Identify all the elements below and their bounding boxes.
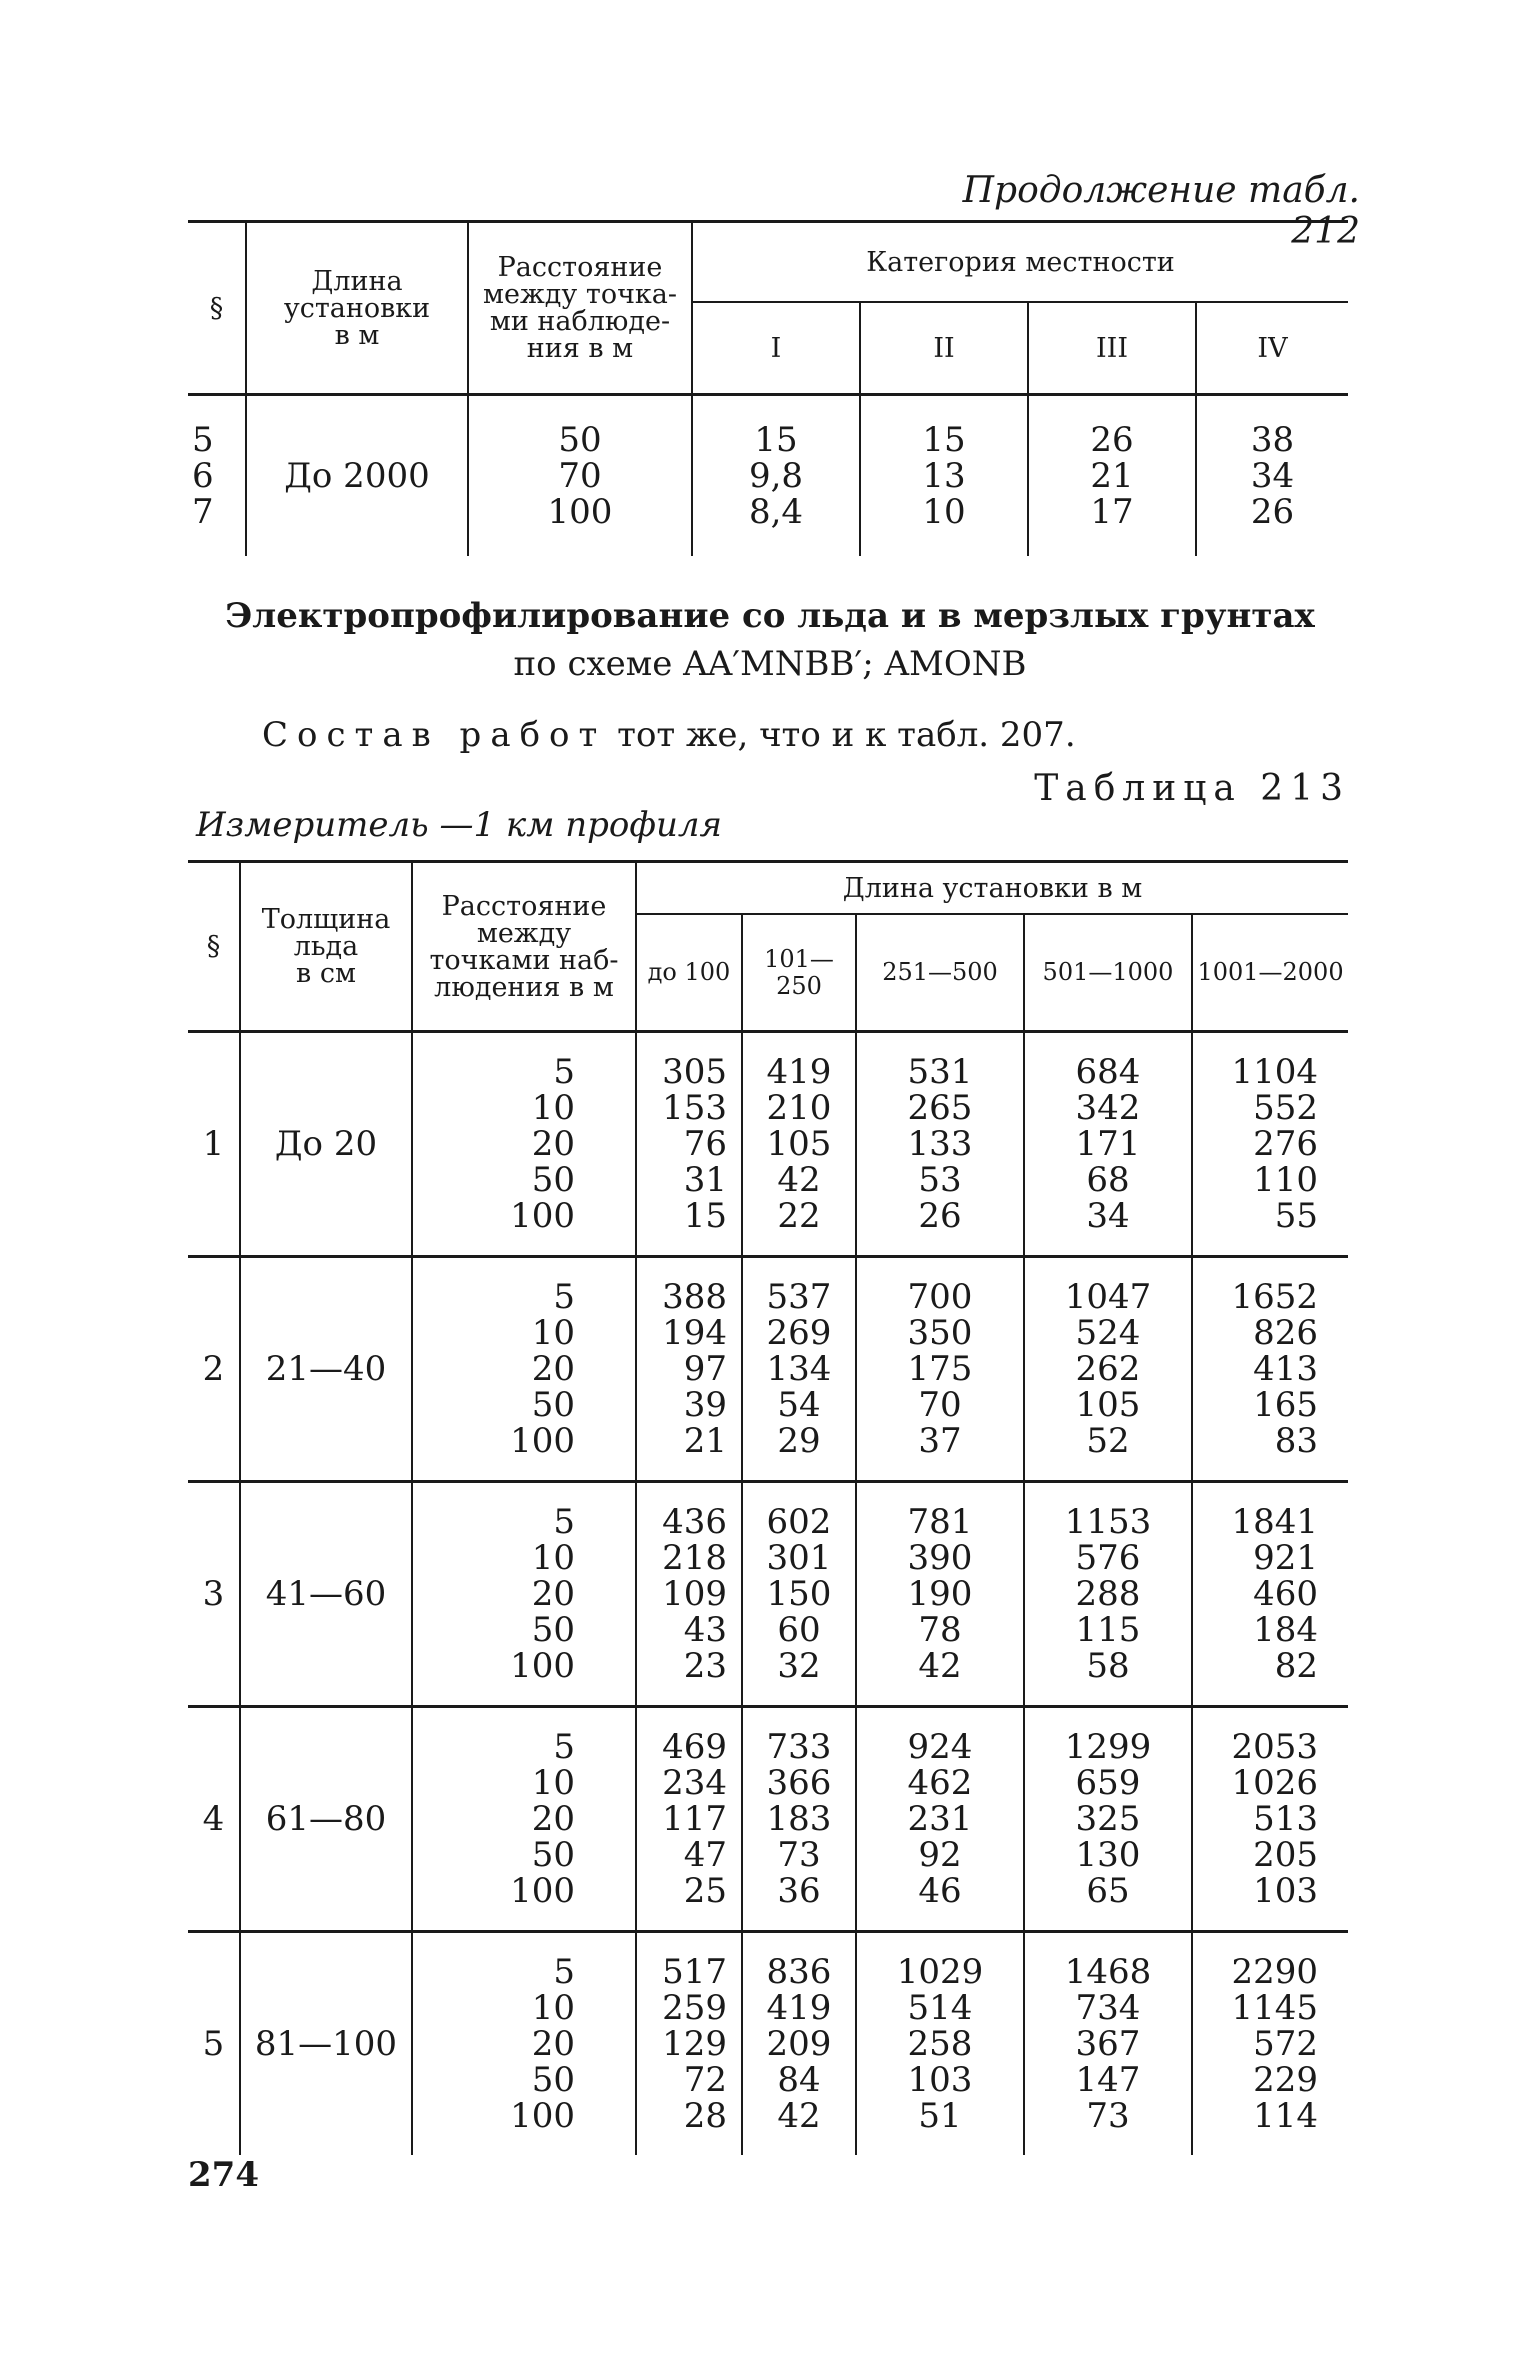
- page-number: 274: [188, 2155, 259, 2195]
- t212-header-cat-3: III: [1028, 302, 1196, 395]
- t213-thickness: 41—60: [240, 1482, 412, 1707]
- t213-values-len-5: 1652 826 413 165 83: [1192, 1257, 1348, 1482]
- t213-thickness: До 20: [240, 1032, 412, 1257]
- composition-note: [262, 715, 1076, 755]
- t212-cat2-values: 15 13 10: [860, 395, 1028, 557]
- table-row: [188, 1482, 1348, 1707]
- t212-header-distance: Расстояние между точка- ми наблюде- ния в м: [468, 222, 692, 395]
- t213-thickness: 81—100: [240, 1932, 412, 2156]
- t213-distances: 5 10 20 50 100: [412, 1707, 636, 1932]
- t213-header-len-5: 1001—2000: [1192, 914, 1348, 1032]
- t213-values-len-2: 733 366 183 73 36: [742, 1707, 856, 1932]
- t213-section: 3: [202, 1574, 225, 1614]
- t212-header-section: §: [209, 292, 224, 324]
- t213-values-len-2: 419 210 105 42 22: [742, 1032, 856, 1257]
- t213-header-length-group: Длина установки в м: [636, 862, 1348, 915]
- t213-values-len-2: 537 269 134 54 29: [742, 1257, 856, 1482]
- t213-values-len-3: 700 350 175 70 37: [856, 1257, 1024, 1482]
- t213-values-len-4: 1153 576 288 115 58: [1024, 1482, 1192, 1707]
- t213-values-len-1: 469 234 117 47 25: [636, 1707, 742, 1932]
- t213-values-len-4: 1047 524 262 105 52: [1024, 1257, 1192, 1482]
- t213-distances: 5 10 20 50 100: [412, 1932, 636, 2156]
- t213-header-len-1: до 100: [636, 914, 742, 1032]
- t213-values-len-5: 2290 1145 572 229 114: [1192, 1932, 1348, 2156]
- t213-values-len-1: 517 259 129 72 28: [636, 1932, 742, 2156]
- t213-values-len-5: 1841 921 460 184 82: [1192, 1482, 1348, 1707]
- t213-values-len-5: 2053 1026 513 205 103: [1192, 1707, 1348, 1932]
- table-row: [188, 395, 1348, 557]
- t213-header-thickness: Толщина льда в см: [240, 862, 412, 1032]
- t213-thickness: 61—80: [240, 1707, 412, 1932]
- table-212: [188, 220, 1348, 556]
- t213-values-len-4: 684 342 171 68 34: [1024, 1032, 1192, 1257]
- t212-header-category-group: Категория местности: [692, 222, 1348, 303]
- table-number: Таблица 213: [1034, 768, 1350, 809]
- t213-values-len-1: 436 218 109 43 23: [636, 1482, 742, 1707]
- t212-header-cat-2: II: [860, 302, 1028, 395]
- t213-values-len-5: 1104 552 276 110 55: [1192, 1032, 1348, 1257]
- t213-values-len-3: 924 462 231 92 46: [856, 1707, 1024, 1932]
- table-row: [188, 1032, 1348, 1257]
- t213-values-len-4: 1299 659 325 130 65: [1024, 1707, 1192, 1932]
- t213-values-len-4: 1468 734 367 147 73: [1024, 1932, 1192, 2156]
- composition-text: тот же, что и к табл. 207.: [617, 715, 1076, 755]
- table-213: [188, 860, 1348, 2155]
- t213-distances: 5 10 20 50 100: [412, 1257, 636, 1482]
- t213-values-len-1: 388 194 97 39 21: [636, 1257, 742, 1482]
- t213-values-len-3: 531 265 133 53 26: [856, 1032, 1024, 1257]
- t213-section: 5: [202, 2024, 225, 2064]
- t212-header-length: Длина установки в м: [246, 222, 468, 395]
- continuation-caption: Продолжение табл. 212: [962, 170, 1360, 252]
- t213-values-len-1: 305 153 76 31 15: [636, 1032, 742, 1257]
- table-row: [188, 1257, 1348, 1482]
- t213-section: 1: [202, 1124, 225, 1164]
- t213-distances: 5 10 20 50 100: [412, 1032, 636, 1257]
- t213-section: 2: [202, 1349, 225, 1389]
- t213-section: 4: [202, 1799, 225, 1839]
- t212-sections: 5 6 7: [192, 420, 214, 532]
- t213-values-len-3: 781 390 190 78 42: [856, 1482, 1024, 1707]
- t212-distances: 50 70 100: [468, 395, 692, 557]
- section-title: [180, 592, 1360, 688]
- t213-values-len-2: 602 301 150 60 32: [742, 1482, 856, 1707]
- t213-header-len-3: 251—500: [856, 914, 1024, 1032]
- t212-cat4-values: 38 34 26: [1196, 395, 1348, 557]
- t213-values-len-2: 836 419 209 84 42: [742, 1932, 856, 2156]
- t212-cat3-values: 26 21 17: [1028, 395, 1196, 557]
- section-title-line-1: Электропрофилирование со льда и в мерзлых грунтах: [225, 596, 1315, 636]
- meter-unit: Измеритель —1 км профиля: [196, 805, 723, 845]
- t213-thickness: 21—40: [240, 1257, 412, 1482]
- t212-header-cat-4: IV: [1196, 302, 1348, 395]
- section-title-line-2: по схеме AA′MNBB′; AMONB: [513, 644, 1027, 684]
- table-row: [188, 1707, 1348, 1932]
- composition-label: Состав работ: [262, 715, 607, 755]
- t213-header-len-4: 501—1000: [1024, 914, 1192, 1032]
- table-row: [188, 1932, 1348, 2156]
- t213-header-distance: Расстояние между точками наб- людения в м: [412, 862, 636, 1032]
- t213-values-len-3: 1029 514 258 103 51: [856, 1932, 1024, 2156]
- t212-cat1-values: 15 9,8 8,4: [692, 395, 860, 557]
- t213-distances: 5 10 20 50 100: [412, 1482, 636, 1707]
- t213-header-section: §: [206, 931, 221, 962]
- t212-header-cat-1: I: [692, 302, 860, 395]
- t212-length: До 2000: [246, 395, 468, 557]
- t213-header-len-2: 101— 250: [742, 914, 856, 1032]
